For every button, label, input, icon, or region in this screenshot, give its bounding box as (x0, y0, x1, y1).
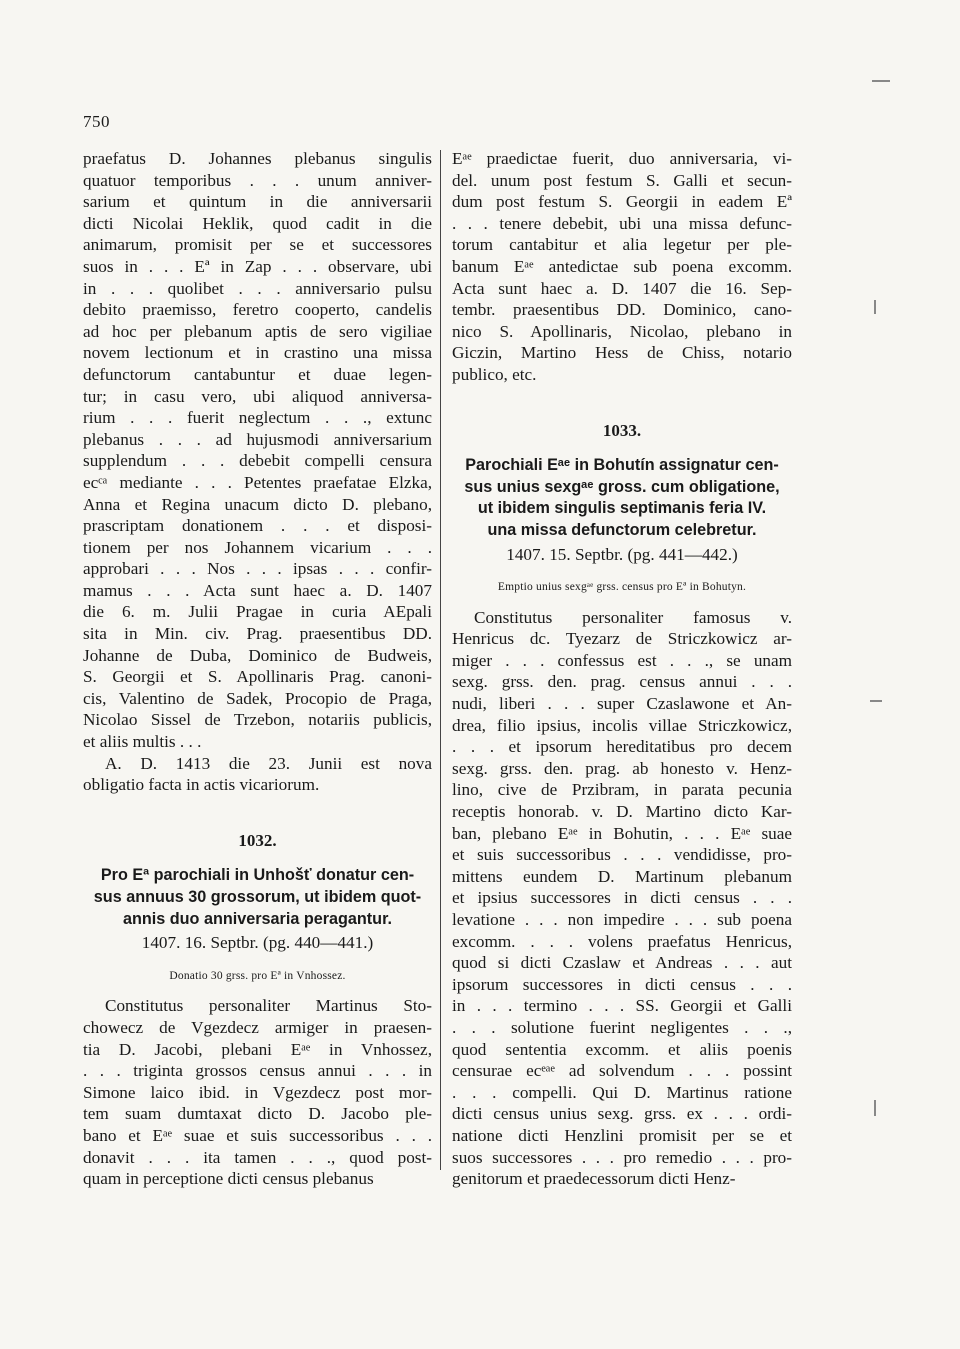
text-line: . . . triginta grossos census annui . . . in (83, 1061, 432, 1081)
text-line: sita in Min. civ. Prag. praesentibus DD. (83, 624, 432, 644)
section-note: Emptio unius sexgᵃᵉ grss. census pro Eª in Bohutyn. (497, 581, 747, 594)
scan-mark (874, 300, 876, 314)
text-line: genitorum et praedecessorum dicti Henz- (452, 1169, 736, 1189)
text-line: et suis successoribus . . . vendidisse, pro- (452, 845, 792, 865)
text-line: drea, filio ipsius, incolis villae Striczkowicz, (452, 715, 792, 735)
text-line: Anna et Regina unacum dicto D. plebano, (83, 494, 432, 514)
text-line: dicti Nicolai Heklik, quod cadit in die (83, 213, 432, 233)
text-line: Henricus dc. Tyezarz de Striczkowicz ar- (452, 629, 792, 649)
right-paragraph-1 (452, 148, 792, 386)
text-line: . . . solutione fuerint negligentes . . ., (452, 1017, 792, 1037)
text-line: Johanne de Duba, Dominico de Budweis, (83, 645, 432, 665)
text-line: praefatus D. Johannes plebanus singulis (83, 149, 432, 168)
text-line: tur; in casu vero, ubi aliquod anniversa- (83, 386, 432, 406)
text-line: quam in perceptione dicti census plebanus (83, 1169, 374, 1189)
text-line: publico, etc. (452, 364, 537, 384)
text-line: sus unius sexgᵃᵉ gross. cum obligatione, (464, 477, 780, 496)
text-line: approbari . . . Nos . . . ipsas . . . confir- (83, 559, 432, 579)
text-line: A. D. 1413 die 23. Junii est nova (105, 753, 432, 773)
text-line: sarium et quintum in die anniversarii (83, 192, 432, 212)
text-line: dum post festum S. Georgii in eadem Eª (452, 192, 792, 212)
text-line: Simone laico ibid. in Vgezdecz post mor- (83, 1082, 432, 1102)
scan-mark (870, 700, 882, 702)
left-paragraph-1 (83, 148, 432, 753)
text-line: prascriptam donationem . . . et disposi- (83, 516, 432, 536)
text-line: Acta sunt haec a. D. 1407 die 16. Sep- (452, 278, 792, 298)
text-line: chowecz de Vgezdecz armiger in praesen- (83, 1017, 432, 1037)
text-line: annis duo anniversaria peragantur. (123, 909, 392, 928)
text-line: suos successores . . . pro remedio . . . pro- (452, 1147, 792, 1167)
text-line: ut ibidem singulis septimanis feria IV. (477, 499, 767, 518)
scan-mark (874, 1100, 876, 1116)
text-line: ban, plebano Eᵃᵉ in Bohutin, . . . Eᵃᵉ suae (452, 823, 792, 843)
text-line: quatuor temporibus . . . unum anniver- (83, 170, 432, 190)
text-line: Parochiali Eᵃᵉ in Bohutín assignatur cen- (465, 456, 779, 475)
text-line: del. unum post festum S. Galli et secun- (452, 170, 792, 190)
text-line: supplendum . . . debebit compelli censura (83, 451, 432, 471)
section-number: 1033. (602, 420, 642, 440)
section-body (83, 995, 432, 1189)
left-paragraph-2 (83, 753, 432, 796)
text-line: excomm. . . . volens praefatus Henricus, (452, 931, 792, 951)
text-line: novem lectionum et in crastino una missa (83, 343, 432, 363)
text-line: bano et Eᵃᵉ suae et suis successoribus . . . (83, 1125, 432, 1145)
section-body (452, 607, 792, 1190)
text-line: suos in . . . Eª in Zap . . . observare, ubi (83, 256, 432, 276)
text-line: levatione . . . non impedire . . . sub poena (452, 910, 792, 929)
text-line: ipsorum successores in dicti census . . . (452, 974, 792, 994)
text-line: mamus . . . Acta sunt haec a. D. 1407 (83, 580, 432, 600)
text-line: torum cantabitur et alia legetur per ple- (452, 235, 792, 255)
text-line: ad hoc per plebanum aptis de sero vigiliae (83, 321, 432, 341)
text-line: . . . compelli. Qui D. Martinus ratione (452, 1082, 792, 1102)
text-line: plebanus . . . ad hujusmodi anniversarium (83, 429, 432, 449)
column-divider (440, 150, 441, 1170)
section-title (83, 865, 432, 930)
text-line: sus annuus 30 grossorum, ut ibidem quot- (93, 888, 422, 906)
scan-mark (872, 80, 890, 82)
right-column (452, 148, 792, 1190)
text-line: ecᶜᵃ mediante . . . Petentes praefatae Elzka, (83, 472, 432, 492)
text-line: defunctorum cantabuntur et duae legen- (83, 364, 432, 384)
text-line: et ipsius successores in dicti census . . . (452, 888, 792, 908)
text-line: quod sententia excomm. et aliis poenis (452, 1039, 792, 1059)
text-line: receptis honorab. v. D. Martino dicto Kar- (452, 802, 792, 822)
text-line: nico S. Apollinaris, Nicolao, plebano in (452, 321, 792, 341)
text-line: obligatio facta in actis vicariorum. (83, 775, 320, 795)
text-line: Constitutus personaliter famosus v. (474, 607, 792, 627)
text-line: die 6. m. Julii Pragae in curia AEpali (83, 602, 432, 622)
text-line: una missa defunctorum celebretur. (487, 520, 757, 539)
text-line: donavit . . . ita tamen . . ., quod post- (83, 1147, 432, 1167)
text-line: Nicolao Sissel de Trzebon, notariis publicis, (83, 710, 432, 730)
text-line: sexg. grss. den. prag. census annui . . . (452, 672, 792, 692)
text-line: tem suam dumtaxat dicto D. Jacobo ple- (83, 1104, 432, 1124)
text-line: et aliis multis . . . (83, 732, 202, 752)
text-line: S. Georgii et S. Apollinaris Prag. canoni- (83, 667, 432, 687)
text-line: Constitutus personaliter Martinus Sto- (105, 996, 432, 1016)
text-line: sexg. grss. den. prag. ab honesto v. Henz- (452, 758, 792, 778)
text-line: cis, Valentino de Sadek, Procopio de Praga, (83, 688, 432, 708)
text-line: nudi, liberi . . . super Czaslawone et An- (452, 694, 792, 714)
text-line: Eᵃᵉ praedictae fuerit, duo anniversaria, vi- (452, 149, 792, 168)
text-line: tionem per nos Johannem vicarium . . . (83, 537, 432, 557)
text-line: banum Eᵃᵉ antedictae sub poena excomm. (452, 256, 792, 276)
section-date: 1407. 16. Septbr. (pg. 440—441.) (141, 933, 374, 953)
text-line: censurae ecᵉᵃᵉ ad solvendum . . . possint (452, 1061, 792, 1081)
section-note: Donatio 30 grss. pro Eª in Vnhossez. (169, 969, 346, 982)
section-number: 1032. (238, 830, 277, 850)
text-line: natione dicti Henzlini promisit per se et (452, 1125, 792, 1145)
text-line: lino, cive de Przibram, in parata pecunia (452, 780, 792, 800)
text-line: in . . . termino . . . SS. Georgii et Galli (452, 996, 792, 1016)
page-number: 750 (83, 112, 110, 131)
text-line: mittens eundem D. Martinum plebanum (452, 866, 792, 886)
text-line: in . . . quolibet . . . anniversario pulsu (83, 278, 432, 298)
text-line: dicti census unius sexg. grss. ex . . . ordi- (452, 1104, 792, 1124)
text-line: animarum, promisit per se et successores (83, 235, 432, 255)
section-title (452, 455, 792, 541)
text-line: tia D. Jacobi, plebani Eᵃᵉ in Vnhossez, (83, 1039, 432, 1059)
text-line: . . . et ipsorum hereditatibus pro decem (452, 737, 792, 757)
text-line: rium . . . fuerit neglectum . . ., extunc (83, 408, 432, 428)
left-column (83, 148, 432, 1190)
text-line: miger . . . confessus est . . ., se unam (452, 650, 792, 670)
text-line: quod si dicti Czaslaw et Andreas . . . aut (452, 953, 792, 973)
text-line: Pro Eª parochiali in Unhošť donatur cen- (100, 866, 415, 885)
text-line: . . . tenere debebit, ubi una missa defunc- (452, 213, 792, 233)
text-line: Giczin, Martino Hess de Chiss, notario (452, 343, 792, 363)
text-line: tembr. praesentibus DD. Dominico, cano- (452, 300, 792, 320)
text-line: debito praemisso, feretro cooperto, candelis (83, 300, 432, 320)
section-date: 1407. 15. Septbr. (pg. 441—442.) (506, 544, 738, 564)
